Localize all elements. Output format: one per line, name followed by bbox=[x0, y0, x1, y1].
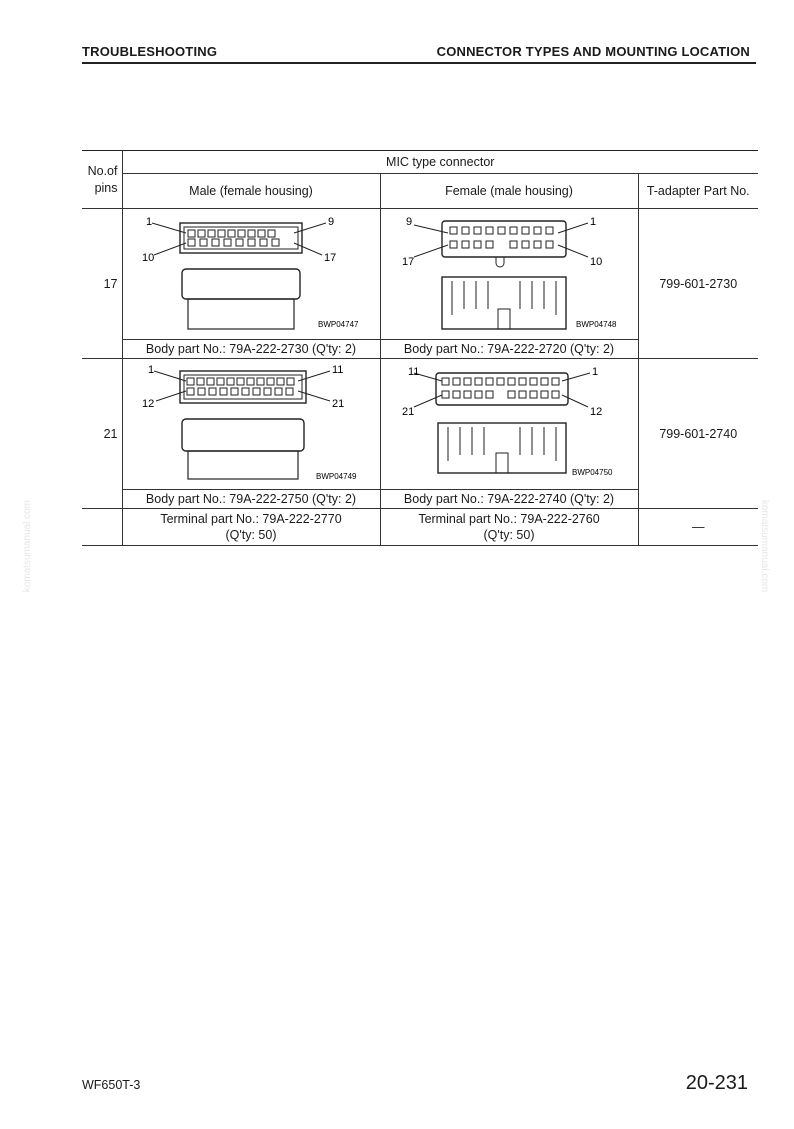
male-17-label-tl: 1 bbox=[146, 216, 153, 228]
female-terminal-part bbox=[380, 509, 638, 546]
female-connector-21-icon bbox=[384, 361, 634, 487]
pins-count-17: 17 bbox=[82, 209, 122, 359]
male-terminal-line1: Terminal part No.: 79A-222-2770 bbox=[160, 512, 342, 526]
male-connector-figure-21 bbox=[122, 359, 380, 490]
female-terminal-line1: Terminal part No.: 79A-222-2760 bbox=[418, 512, 600, 526]
header-rule bbox=[82, 62, 756, 64]
mic-group-header: MIC type connector bbox=[122, 151, 758, 174]
footer-page-number: 20-231 bbox=[685, 1072, 748, 1094]
male-21-label-tl: 1 bbox=[148, 364, 155, 376]
male-body-part-17: Body part No.: 79A-222-2730 (Q'ty: 2) bbox=[122, 340, 380, 359]
male-terminal-part bbox=[122, 509, 380, 546]
tadapter-part-17: 799-601-2730 bbox=[638, 209, 758, 359]
male-connector-figure-17 bbox=[122, 209, 380, 340]
female-17-label-bl: 17 bbox=[402, 256, 415, 268]
terminal-pins-blank bbox=[82, 509, 122, 546]
female-17-label-tr: 1 bbox=[590, 216, 597, 228]
male-17-figure-code: BWP04747 bbox=[318, 320, 359, 329]
watermark-right: komatsumanual.com bbox=[759, 500, 770, 593]
female-body-part-21: Body part No.: 79A-222-2740 (Q'ty: 2) bbox=[380, 490, 638, 509]
female-body-part-17: Body part No.: 79A-222-2720 (Q'ty: 2) bbox=[380, 340, 638, 359]
female-17-label-br: 10 bbox=[590, 256, 603, 268]
footer-model: WF650T-3 bbox=[82, 1078, 141, 1092]
female-17-figure-code: BWP04748 bbox=[576, 320, 617, 329]
female-21-figure-code: BWP04750 bbox=[572, 468, 613, 477]
female-21-label-br: 12 bbox=[590, 406, 603, 418]
male-17-label-tr: 9 bbox=[328, 216, 335, 228]
male-terminal-line2: (Q'ty: 50) bbox=[225, 528, 277, 542]
male-connector-21-icon bbox=[126, 361, 376, 487]
male-body-part-21: Body part No.: 79A-222-2750 (Q'ty: 2) bbox=[122, 490, 380, 509]
male-connector-17-icon bbox=[126, 211, 376, 337]
male-21-label-br: 21 bbox=[332, 398, 345, 410]
female-connector-17-icon bbox=[384, 211, 634, 337]
female-21-label-bl: 21 bbox=[402, 406, 415, 418]
pins-count-21: 21 bbox=[82, 359, 122, 509]
male-21-figure-code: BWP04749 bbox=[316, 472, 357, 481]
female-21-label-tr: 1 bbox=[592, 366, 599, 378]
female-21-label-tl: 11 bbox=[408, 366, 420, 378]
female-connector-figure-17 bbox=[380, 209, 638, 340]
female-connector-figure-21 bbox=[380, 359, 638, 490]
male-21-label-bl: 12 bbox=[142, 398, 155, 410]
terminal-tadapter: — bbox=[638, 509, 758, 546]
female-terminal-line2: (Q'ty: 50) bbox=[483, 528, 535, 542]
header-section-title: TROUBLESHOOTING bbox=[82, 44, 218, 59]
male-17-label-bl: 10 bbox=[142, 252, 155, 264]
tadapter-part-21: 799-601-2740 bbox=[638, 359, 758, 509]
connector-table bbox=[82, 150, 758, 546]
male-17-label-br: 17 bbox=[324, 252, 337, 264]
header-page-title: CONNECTOR TYPES AND MOUNTING LOCATION bbox=[436, 44, 750, 59]
female-17-label-tl: 9 bbox=[406, 216, 413, 228]
pins-column-header bbox=[82, 151, 122, 209]
pins-header-text: No.of pins bbox=[87, 163, 118, 195]
tadapter-column-header: T-adapter Part No. bbox=[638, 174, 758, 209]
male-column-header: Male (female housing) bbox=[122, 174, 380, 209]
female-column-header: Female (male housing) bbox=[380, 174, 638, 209]
male-21-label-tr: 11 bbox=[332, 364, 344, 376]
watermark-left: komatsumanual.com bbox=[22, 500, 33, 593]
